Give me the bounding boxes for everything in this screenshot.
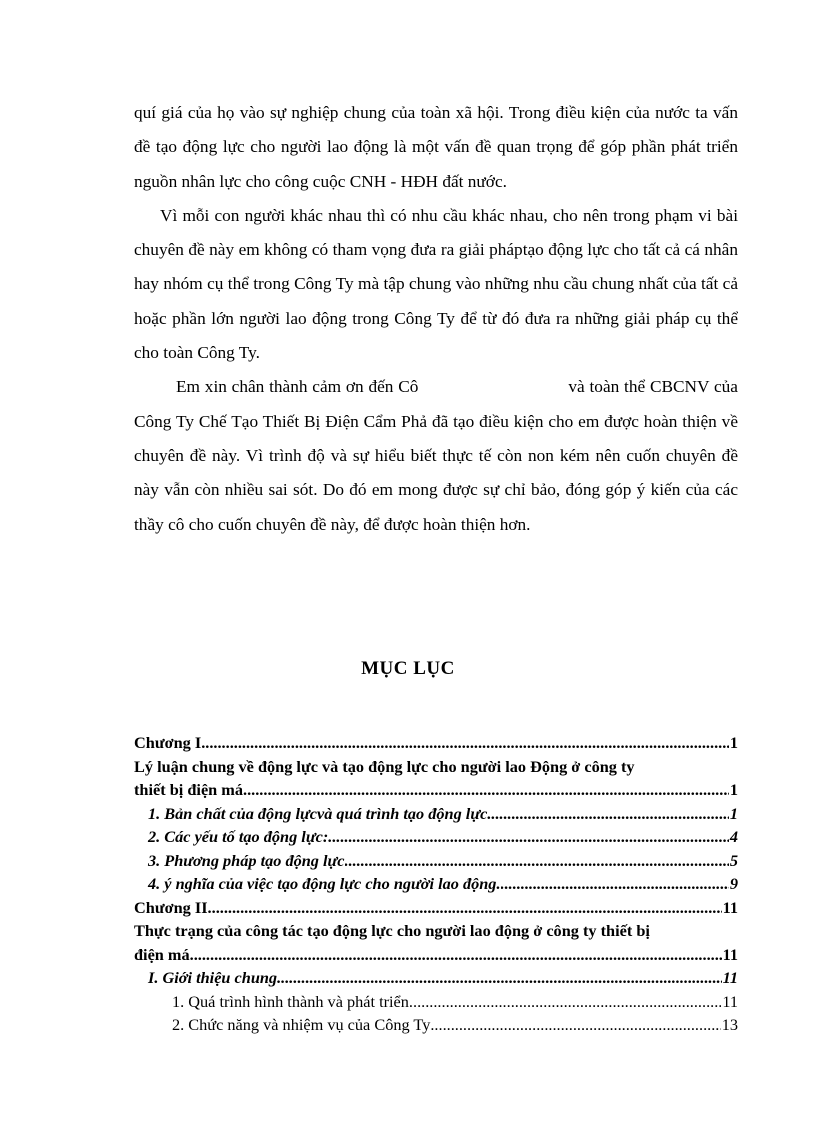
toc-leader-dots — [345, 851, 729, 871]
toc-entry-label: Chương II — [134, 897, 208, 917]
toc-leader-dots — [281, 968, 721, 988]
toc-entry-label: 2. Chức năng và nhiệm vụ của Công Ty — [172, 1015, 431, 1034]
toc-leader-dots — [190, 945, 722, 965]
intro-paragraph-3-rest: và toàn thể CBCNV của Công Ty Chế Tạo Thiết Bị Điện Cẩm Phả đã tạo điều kiện cho em được hoàn thiện về chuyên đề này. Vì trình độ và sự hiểu biết thực tế còn non kém nên cuốn chuyên đề này vẫn còn nhiều sai sót. Do đó em mong được sự chỉ bảo, đóng góp ý kiến của các thầy cô cho cuốn chuyên đề này, để được hoàn thiện hơn. — [134, 377, 738, 534]
toc-entry-2-I[interactable] — [134, 968, 738, 992]
intro-text — [134, 96, 738, 542]
toc-entry-label: Chương I — [134, 733, 202, 752]
toc-entry-1-4[interactable] — [134, 874, 738, 898]
toc-entry-chapter-1-title-line1[interactable]: Lý luận chung về động lực và tạo động lực cho người lao Động ở công ty — [134, 756, 635, 776]
toc-entry-label: 1. Bản chất của động lựcvà quá trình tạo động lực — [148, 803, 488, 823]
toc-entry-label: 4. ý nghĩa của việc tạo động lực cho người lao động. — [148, 874, 501, 893]
toc-entry-page: 13 — [721, 1015, 738, 1034]
toc-entry-page: 9 — [729, 874, 738, 893]
toc-leader-dots — [501, 874, 729, 894]
toc-entry-page: 1 — [729, 803, 738, 823]
toc-entry-2-I-1[interactable] — [134, 992, 738, 1016]
intro-paragraph-3-start: Em xin chân thành cảm ơn đến Cô — [176, 377, 419, 397]
toc-entry-page: 11 — [722, 991, 738, 1011]
toc-leader-dots — [430, 1015, 720, 1035]
toc-leader-dots — [487, 804, 729, 824]
toc-entry-page: 11 — [722, 968, 738, 987]
toc-entry-page: 5 — [729, 850, 738, 870]
toc-entry-page: 11 — [722, 944, 738, 964]
toc-entry-page: 1 — [729, 780, 738, 799]
toc-leader-dots — [328, 827, 729, 847]
toc-entry-2-I-2[interactable] — [134, 1015, 738, 1039]
toc-entry-chapter-2-title[interactable] — [134, 945, 738, 969]
intro-paragraph-2: Vì mỗi con người khác nhau thì có nhu cầu khác nhau, cho nên trong phạm vi bài chuyên đề này em không có tham vọng đưa ra giải pháptạo động lực cho tất cả cá nhân hay nhóm cụ thể trong Công Ty mà tập chung vào những nhu cầu chung nhất của tất cả hoặc phần lớn người lao động trong Công Ty để từ đó đưa ra những giải pháp cụ thể cho toàn Công Ty. — [134, 205, 738, 363]
toc-entry-chapter-2-title-line1[interactable]: Thực trạng của công tác tạo động lực cho người lao động ở công ty thiết bị — [134, 921, 650, 940]
toc-entry-1-3[interactable] — [134, 851, 738, 875]
toc-entry-label: 3. Phương pháp tạo động lực — [148, 850, 345, 870]
toc-entry-chapter-2[interactable] — [134, 898, 738, 922]
toc-entry-label: I. Giới thiệu chung. — [148, 968, 282, 987]
toc-title: MỤC LỤC — [361, 658, 455, 679]
toc-leader-dots — [413, 992, 721, 1012]
toc-leader-dots — [208, 898, 722, 918]
intro-paragraph-3 — [134, 370, 738, 541]
toc-entry-1-1[interactable] — [134, 804, 738, 828]
toc-entry-page: 4 — [729, 827, 738, 846]
table-of-contents — [134, 733, 738, 1039]
toc-entry-label: 1. Quá trình hình thành và phát triển. — [172, 991, 413, 1011]
toc-entry-1-2[interactable] — [134, 827, 738, 851]
toc-leader-dots — [201, 733, 729, 753]
toc-entry-chapter-1[interactable] — [134, 733, 738, 757]
toc-entry-chapter-1-title[interactable] — [134, 780, 738, 804]
toc-entry-label: thiết bị điện má — [134, 780, 244, 799]
toc-leader-dots — [243, 780, 729, 800]
toc-entry-label: 2. Các yếu tố tạo động lực: — [148, 827, 329, 846]
toc-entry-label: điện má — [134, 944, 190, 964]
toc-entry-page: 1 — [729, 733, 738, 752]
toc-entry-page: 11 — [722, 897, 738, 917]
intro-paragraph-1: quí giá của họ vào sự nghiệp chung của toàn xã hội. Trong điều kiện của nước ta vấn đề tạo động lực cho người lao động là một vấn đề quan trọng để góp phần phát triển nguồn nhân lực cho công cuộc CNH - HĐH đất nước. — [134, 103, 738, 191]
